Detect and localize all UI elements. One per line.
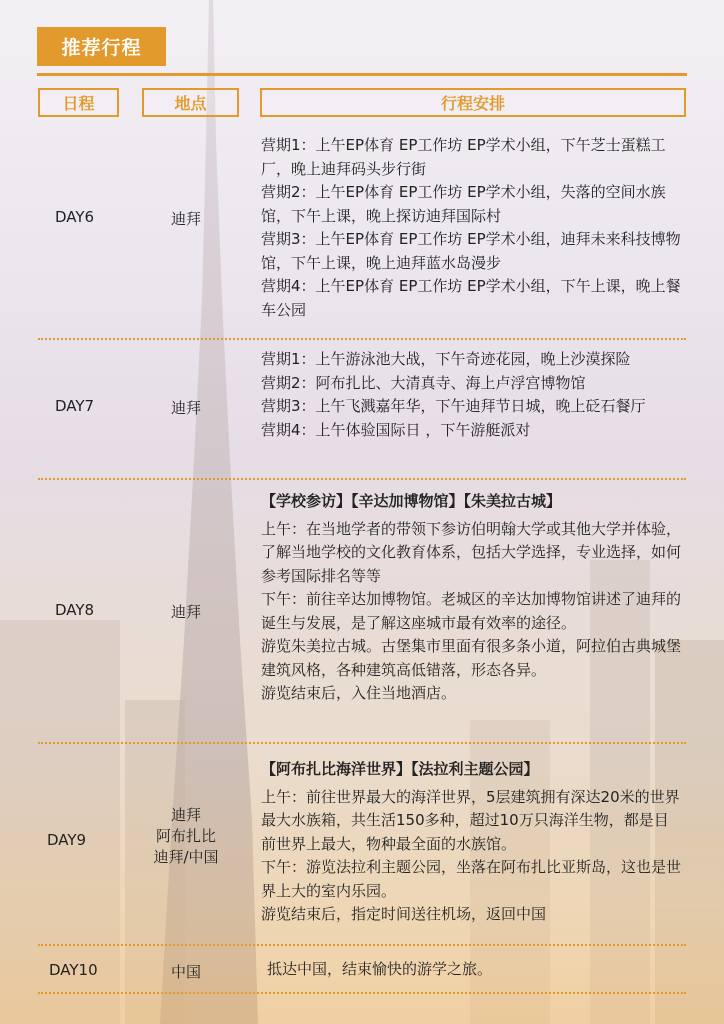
plan-line: 营期3：上午EP体育 EP工作坊 EP学术小组，迪拜未来科技博物馆，下午上课，晚上迪拜蓝水岛漫步 — [261, 230, 681, 272]
place-line: 阿布扎比 — [155, 827, 216, 845]
header-plan: 行程安排 — [260, 88, 686, 117]
plan-line: 游览结束后，入住当地酒店。 — [261, 684, 457, 702]
plan-line: 营期1：上午游泳池大战，下午奇迹花园，晚上沙漠探险 — [261, 350, 631, 368]
row-divider — [38, 478, 686, 480]
row-plan — [261, 348, 681, 442]
row-place: 迪拜 — [170, 399, 201, 417]
header-day: 日程 — [38, 88, 119, 117]
place-line: 迪拜/中国 — [153, 848, 219, 866]
row-place: 中国 — [170, 963, 201, 981]
row-divider — [38, 338, 686, 340]
plan-subheading: 【阿布扎比海洋世界】【法拉利主题公园】 — [261, 760, 539, 778]
row-divider — [38, 944, 686, 946]
row-plan — [267, 958, 681, 982]
plan-line: 下午：前往辛达加博物馆。老城区的辛达加博物馆讲述了迪拜的诞生与发展，是了解这座城市最有效率的途径。 — [261, 590, 682, 632]
plan-line: 游览结束后，指定时间送往机场，返回中国 — [261, 905, 547, 923]
row-day-label: DAY7 — [55, 397, 95, 415]
place-line: 迪拜 — [170, 806, 201, 824]
plan-line: 上午：在当地学者的带领下参访伯明翰大学或其他大学并体验，了解当地学校的文化教育体系，包括大学选择，专业选择，如何参考国际排名等等 — [261, 519, 682, 585]
plan-line: 上午：前往世界最大的海洋世界，5层建筑拥有深达20米的世界最大水族箱，共生活150多种，超过10万只海洋生物，都是目前世界上最大，物种最全面的水族馆。 — [261, 787, 680, 853]
row-plan — [261, 134, 681, 322]
title-divider — [37, 73, 687, 76]
plan-line: 营期4：上午EP体育 EP工作坊 EP学术小组，下午上课，晚上餐车公园 — [261, 277, 681, 319]
row-place: 迪拜 — [170, 210, 201, 228]
row-day-label: DAY8 — [55, 601, 95, 619]
plan-line: 抵达中国，结束愉快的游学之旅。 — [267, 960, 493, 978]
row-plan — [261, 490, 681, 706]
row-day-label: DAY9 — [47, 831, 87, 849]
row-divider — [38, 742, 686, 744]
page-title: 推荐行程 — [37, 27, 166, 66]
plan-line: 营期3：上午飞溅嘉年华，下午迪拜节日城，晚上砭石餐厅 — [261, 397, 646, 415]
plan-line: 营期4：上午体验国际日 ，下午游艇派对 — [261, 420, 531, 439]
row-place: 迪拜 — [170, 603, 201, 621]
plan-line: 营期2：阿布扎比、大清真寺、海上卢浮宫博物馆 — [261, 373, 586, 392]
plan-line: 游览朱美拉古城。古堡集市里面有很多条小道，阿拉伯古典城堡建筑风格，各种建筑高低错落，形态各异。 — [261, 637, 682, 679]
plan-line: 营期1：上午EP体育 EP工作坊 EP学术小组，下午芝士蛋糕工厂，晚上迪拜码头步行街 — [261, 136, 666, 178]
row-day-label: DAY10 — [49, 961, 98, 979]
plan-subheading: 【学校参访】【辛达加博物馆】【朱美拉古城】 — [261, 492, 562, 510]
row-place — [126, 805, 246, 868]
header-place: 地点 — [142, 88, 239, 117]
plan-line: 下午：游览法拉利主题公园，坐落在阿布扎比亚斯岛，这也是世界上大的室内乐园。 — [261, 858, 682, 900]
row-plan — [261, 758, 681, 927]
row-divider — [38, 992, 686, 994]
row-day-label: DAY6 — [55, 208, 95, 226]
plan-line: 营期2：上午EP体育 EP工作坊 EP学术小组，失落的空间水族馆，下午上课，晚上探访迪拜国际村 — [261, 183, 666, 225]
